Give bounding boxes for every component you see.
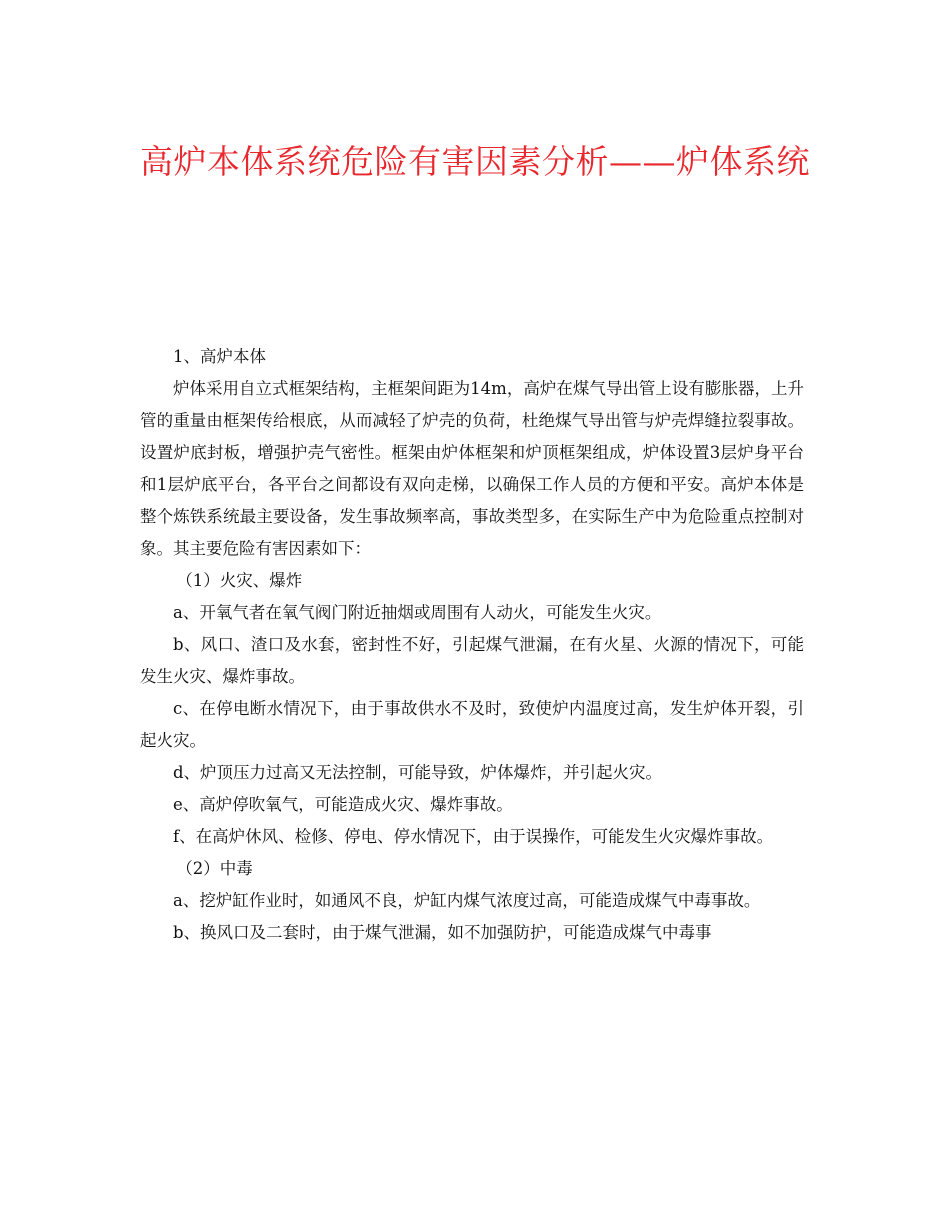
paragraph: b、换风口及二套时，由于煤气泄漏，如不加强防护，可能造成煤气中毒事: [173, 923, 712, 942]
paragraph: b、风口、渣口及水套，密封性不好，引起煤气泄漏，在有火星、火源的情况下，可能发生火灾、爆炸事故。: [140, 635, 804, 686]
document-body: [140, 341, 804, 949]
paragraph: e、高炉停吹氧气，可能造成火灾、爆炸事故。: [173, 795, 513, 814]
paragraph: 炉体采用自立式框架结构，主框架间距为14m，高炉在煤气导出管上设有膨胀器，上升管的重量由框架传给根底，从而减轻了炉壳的负荷，杜绝煤气导出管与炉壳焊缝拉裂事故。设置炉底封板，增强护壳气密性。框架由炉体框架和炉顶框架组成，炉体设置3层炉身平台和1层炉底平台，各平台之间都设有双向走梯，以确保工作人员的方便和平安。高炉本体是整个炼铁系统最主要设备，发生事故频率高，事故类型多，在实际生产中为危险重点控制对象。其主要危险有害因素如下：: [140, 379, 804, 558]
document-title: 高炉本体系统危险有害因素分析——炉体系统: [140, 142, 810, 181]
paragraph: a、开氧气者在氧气阀门附近抽烟或周围有人动火，可能发生火灾。: [173, 603, 662, 622]
section-heading: 1、高炉本体: [173, 347, 266, 366]
subsection-heading: （2）中毒: [176, 859, 253, 878]
subsection-heading: （1）火灾、爆炸: [176, 571, 303, 590]
paragraph: c、在停电断水情况下，由于事故供水不及时，致使炉内温度过高，发生炉体开裂，引起火灾。: [140, 699, 804, 750]
paragraph: f、在高炉休风、检修、停电、停水情况下，由于误操作，可能发生火灾爆炸事故。: [173, 827, 774, 846]
paragraph: a、挖炉缸作业时，如通风不良，炉缸内煤气浓度过高，可能造成煤气中毒事故。: [173, 891, 761, 910]
paragraph: d、炉顶压力过高又无法控制，可能导致，炉体爆炸，并引起火灾。: [173, 763, 663, 782]
